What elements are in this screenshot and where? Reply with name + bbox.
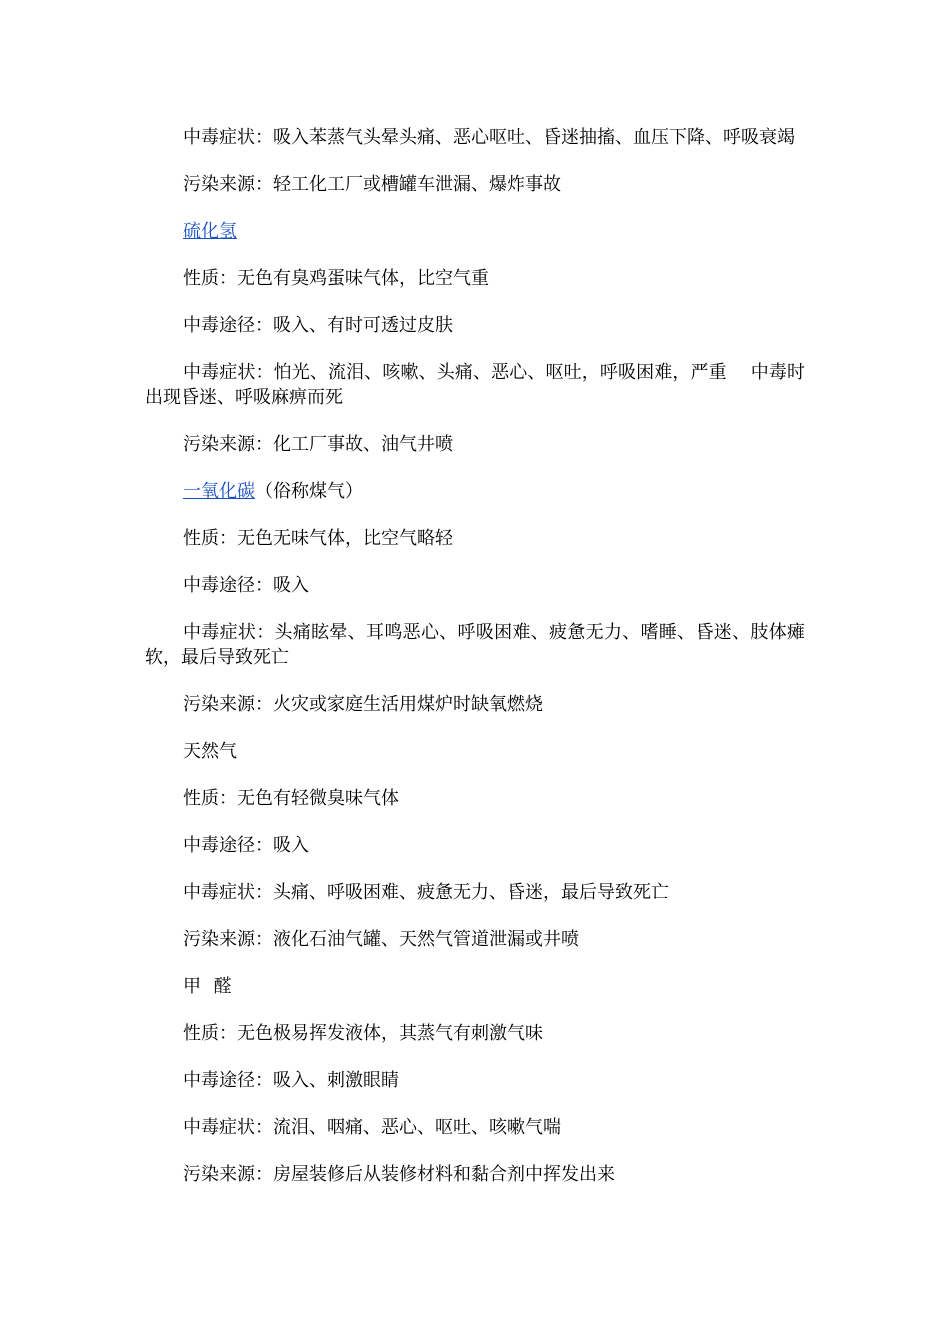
formaldehyde-route: 中毒途径：吸入、刺激眼睛: [183, 1070, 399, 1091]
natural-gas-property: 性质：无色有轻微臭味气体: [183, 788, 399, 809]
carbon-monoxide-alias: （俗称煤气）: [255, 481, 363, 502]
formaldehyde-symptoms: 中毒症状：流泪、咽痛、恶心、呕吐、咳嗽气喘: [183, 1117, 561, 1138]
hydrogen-sulfide-symptoms: 中毒症状：怕光、流泪、咳嗽、头痛、恶心、呕吐，呼吸困难，严重 中毒时出现昏迷、呼吸麻痹而死: [145, 362, 805, 408]
natural-gas-heading: 天然气: [183, 741, 237, 762]
formaldehyde-source: 污染来源：房屋装修后从装修材料和黏合剂中挥发出来: [183, 1164, 615, 1185]
benzene-source: 污染来源：轻工化工厂或槽罐车泄漏、爆炸事故: [183, 174, 561, 195]
hydrogen-sulfide-link[interactable]: 硫化氢: [183, 221, 237, 242]
hydrogen-sulfide-heading: [145, 219, 805, 244]
carbon-monoxide-link[interactable]: 一氧化碳: [183, 481, 255, 502]
formaldehyde-property: 性质：无色极易挥发液体，其蒸气有刺激气味: [183, 1023, 543, 1044]
carbon-monoxide-source: 污染来源：火灾或家庭生活用煤炉时缺氧燃烧: [183, 694, 543, 715]
hydrogen-sulfide-source: 污染来源：化工厂事故、油气井喷: [183, 434, 453, 455]
document-body: [145, 125, 805, 1209]
hydrogen-sulfide-property: 性质：无色有臭鸡蛋味气体，比空气重: [183, 268, 489, 289]
formaldehyde-heading: 甲醛: [183, 976, 245, 997]
carbon-monoxide-heading: [145, 479, 805, 504]
carbon-monoxide-symptoms: 中毒症状：头痛眩晕、耳鸣恶心、呼吸困难、疲惫无力、嗜睡、昏迷、肢体瘫软，最后导致死亡: [145, 622, 805, 668]
hydrogen-sulfide-route: 中毒途径：吸入、有时可透过皮肤: [183, 315, 453, 336]
benzene-symptoms: 中毒症状：吸入苯蒸气头晕头痛、恶心呕吐、昏迷抽搐、血压下降、呼吸衰竭: [183, 127, 795, 148]
natural-gas-symptoms: 中毒症状：头痛、呼吸困难、疲惫无力、昏迷，最后导致死亡: [183, 882, 669, 903]
carbon-monoxide-route: 中毒途径：吸入: [183, 575, 309, 596]
natural-gas-source: 污染来源：液化石油气罐、天然气管道泄漏或井喷: [183, 929, 579, 950]
natural-gas-route: 中毒途径：吸入: [183, 835, 309, 856]
carbon-monoxide-property: 性质：无色无味气体，比空气略轻: [183, 528, 453, 549]
